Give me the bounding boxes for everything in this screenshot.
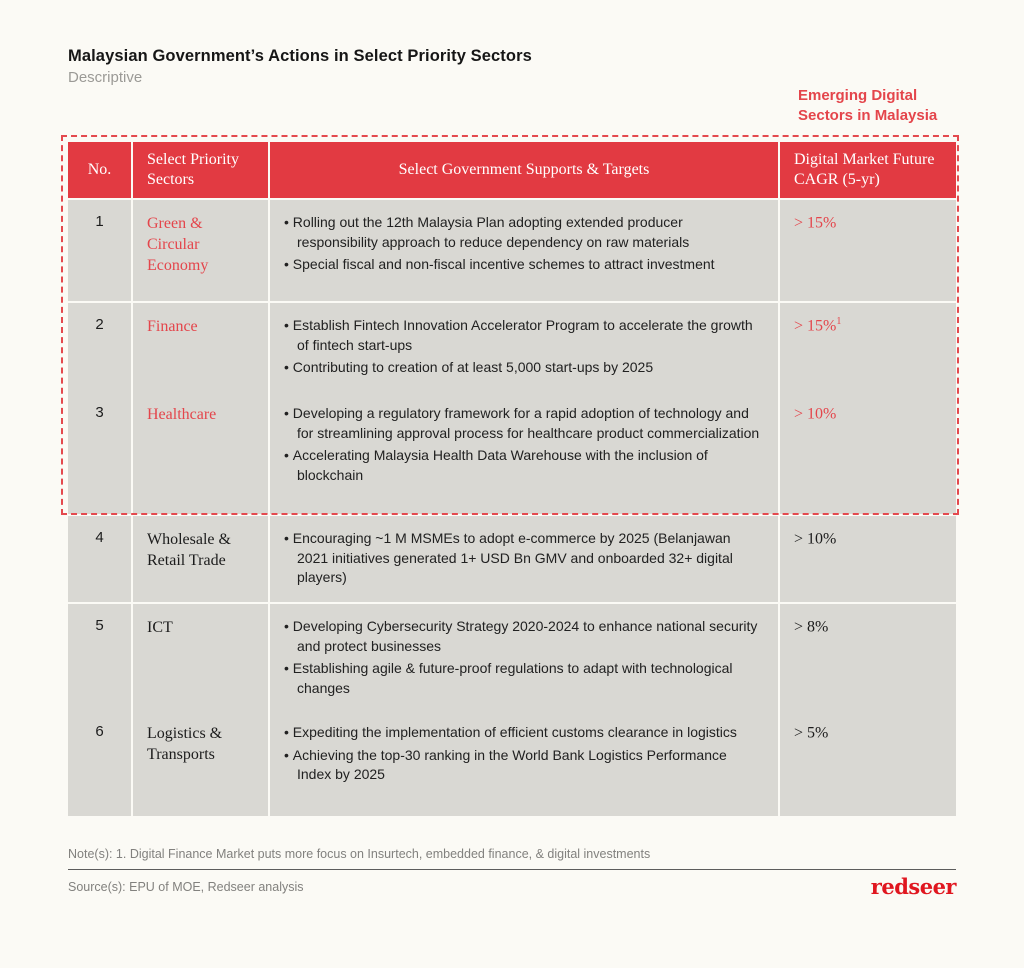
- supports-cell: [270, 516, 778, 602]
- header-cagr: Digital Market Future CAGR (5-yr): [780, 142, 956, 198]
- header-supports: Select Government Supports & Targets: [270, 142, 778, 198]
- table-row: [68, 710, 956, 816]
- annotation-line-2: Sectors in Malaysia: [798, 107, 938, 124]
- bullet-list: [284, 404, 764, 485]
- table-header-row: [68, 142, 956, 198]
- bullet-item: • Special fiscal and non-fiscal incentive schemes to attract investment: [284, 255, 764, 275]
- supports-cell: [270, 710, 778, 816]
- header-sector: Select Priority Sectors: [133, 142, 268, 198]
- footnote: Note(s): 1. Digital Finance Market puts more focus on Insurtech, embedded finance, & digital investments: [68, 847, 651, 861]
- cagr-value: > 8%: [794, 618, 829, 636]
- cagr-value: > 10%: [794, 530, 837, 548]
- header-no: No.: [68, 142, 131, 198]
- cagr-cell: [780, 303, 956, 391]
- sector-cell: Finance: [133, 303, 268, 391]
- row-number-cell: 2: [68, 303, 131, 391]
- source-text: Source(s): EPU of MOE, Redseer analysis: [68, 880, 304, 894]
- table-row: [68, 200, 956, 301]
- bullet-item: • Establish Fintech Innovation Accelerator Program to accelerate the growth of fintech start-ups: [284, 316, 764, 355]
- table-row: [68, 516, 956, 602]
- emerging-sectors-annotation: [798, 86, 958, 126]
- row-number-cell: 5: [68, 604, 131, 711]
- bullet-list: [284, 529, 764, 588]
- cagr-cell: [780, 391, 956, 514]
- bullet-item: • Accelerating Malaysia Health Data Warehouse with the inclusion of blockchain: [284, 446, 764, 485]
- table-row: [68, 303, 956, 389]
- bullet-item: • Developing a regulatory framework for a rapid adoption of technology and for streamlining approval process for healthcare product commercialization: [284, 404, 764, 443]
- bullet-item: • Contributing to creation of at least 5,000 start-ups by 2025: [284, 358, 764, 378]
- bullet-item: • Encouraging ~1 M MSMEs to adopt e-commerce by 2025 (Belanjawan 2021 initiatives generated 1+ USD Bn GMV and onboarded 32+ digital players): [284, 529, 764, 588]
- supports-cell: [270, 391, 778, 514]
- row-number-cell: 1: [68, 200, 131, 301]
- table-row: [68, 391, 956, 514]
- priority-sectors-table: [68, 142, 956, 816]
- row-number-cell: 3: [68, 391, 131, 514]
- cagr-footnote-marker: 1: [836, 316, 842, 327]
- cagr-cell: [780, 200, 956, 301]
- sector-cell: Wholesale & Retail Trade: [133, 516, 268, 602]
- bullet-item: • Rolling out the 12th Malaysia Plan adopting extended producer responsibility approach to reduce dependency on raw materials: [284, 213, 764, 252]
- sector-cell: Green & Circular Economy: [133, 200, 268, 301]
- table-row: [68, 604, 956, 708]
- cagr-cell: [780, 710, 956, 816]
- bullet-item: • Developing Cybersecurity Strategy 2020-2024 to enhance national security and protect businesses: [284, 617, 764, 656]
- annotation-line-1: Emerging Digital: [798, 87, 918, 104]
- cagr-cell: [780, 516, 956, 602]
- sector-cell: ICT: [133, 604, 268, 711]
- footer-divider: [68, 869, 956, 870]
- cagr-value: > 15%: [794, 214, 837, 232]
- row-number-cell: 6: [68, 710, 131, 816]
- bullet-item: • Expediting the implementation of efficient customs clearance in logistics: [284, 723, 764, 743]
- row-number-cell: 4: [68, 516, 131, 602]
- cagr-cell: [780, 604, 956, 711]
- cagr-value: > 15%: [794, 317, 837, 335]
- bullet-list: [284, 723, 764, 785]
- bullet-list: [284, 617, 764, 698]
- cagr-value: > 10%: [794, 405, 837, 423]
- sector-cell: Healthcare: [133, 391, 268, 514]
- supports-cell: [270, 604, 778, 711]
- page-title: Malaysian Government’s Actions in Select Priority Sectors: [68, 47, 532, 65]
- supports-cell: [270, 200, 778, 301]
- redseer-logo: redseer: [870, 874, 956, 899]
- page-subtitle: Descriptive: [68, 69, 143, 86]
- bullet-item: • Establishing agile & future-proof regulations to adapt with technological changes: [284, 659, 764, 698]
- supports-cell: [270, 303, 778, 391]
- cagr-value: > 5%: [794, 724, 829, 742]
- bullet-list: [284, 316, 764, 378]
- bullet-item: • Achieving the top-30 ranking in the World Bank Logistics Performance Index by 2025: [284, 746, 764, 785]
- sector-cell: Logistics & Transports: [133, 710, 268, 816]
- bullet-list: [284, 213, 764, 275]
